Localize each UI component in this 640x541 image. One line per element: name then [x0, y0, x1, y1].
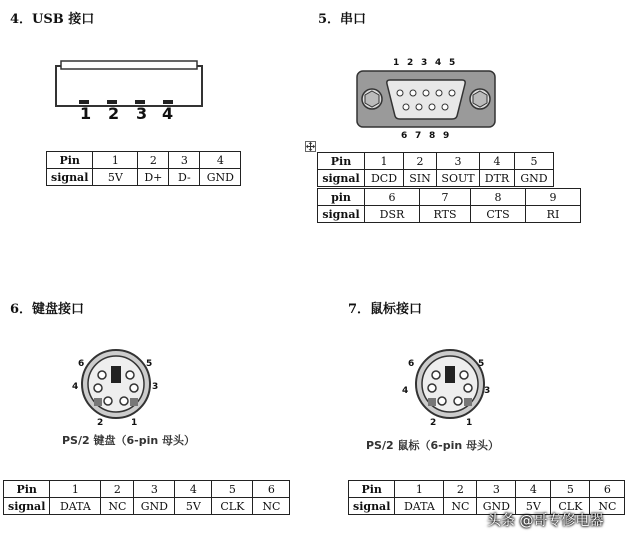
table-cell: RI: [526, 206, 581, 223]
serial-pin-3-label: 3: [421, 58, 428, 68]
table-cell: CLK: [212, 498, 253, 515]
table-cell: 4: [516, 481, 551, 498]
table-cell: CTS: [471, 206, 526, 223]
serial-pin-6-label: 6: [401, 131, 408, 141]
table-cell: NC: [253, 498, 290, 515]
table-cell: 1: [395, 481, 444, 498]
table-cell: SIN: [404, 170, 437, 187]
mouse-pin-3-label: 3: [484, 386, 491, 396]
table-cell: 1: [93, 152, 138, 169]
table-cell: DTR: [480, 170, 515, 187]
table-cell: 3: [437, 153, 480, 170]
serial-pin-table-upper: [317, 152, 554, 187]
mouse-pin-2-label: 2: [430, 418, 437, 428]
table-cell: DSR: [365, 206, 420, 223]
table-cell: 5: [551, 481, 590, 498]
serial-pin-8-label: 8: [429, 131, 436, 141]
table-cell: 2: [101, 481, 134, 498]
usb-pin-2-label: 2: [108, 104, 120, 123]
table-cell: pin: [318, 189, 365, 206]
table-cell: 6: [590, 481, 625, 498]
table-cell: 1: [50, 481, 101, 498]
keyboard-pin-table: [3, 480, 290, 515]
table-cell: 5: [212, 481, 253, 498]
table-cell: signal: [318, 170, 365, 187]
table-cell: Pin: [349, 481, 395, 498]
table-cell: Pin: [318, 153, 365, 170]
table-cell: Pin: [47, 152, 93, 169]
serial-pin-2-label: 2: [407, 58, 414, 68]
table-cell: NC: [590, 498, 625, 515]
table-cell: signal: [4, 498, 50, 515]
table-row: [318, 206, 581, 223]
mouse-pin-5-label: 5: [478, 359, 485, 369]
keyboard-pin-3-label: 3: [152, 382, 159, 392]
table-move-handle-icon[interactable]: [305, 141, 316, 152]
mouse-pin-1-label: 1: [466, 418, 473, 428]
table-cell: 2: [138, 152, 169, 169]
table-row: [47, 169, 241, 186]
mouse-pin-6-label: 6: [408, 359, 415, 369]
table-cell: 7: [420, 189, 471, 206]
table-row: [47, 152, 241, 169]
table-cell: 3: [477, 481, 516, 498]
ps2-mouse-connector-diagram: [414, 348, 486, 420]
watermark: 头条 @哥专修电器: [487, 513, 604, 529]
table-cell: 4: [200, 152, 241, 169]
table-cell: 5V: [516, 498, 551, 515]
table-row: [349, 481, 625, 498]
table-cell: RTS: [420, 206, 471, 223]
usb-pin-table: [46, 151, 241, 186]
table-cell: 2: [444, 481, 477, 498]
table-cell: 5: [515, 153, 554, 170]
table-cell: 5V: [93, 169, 138, 186]
serial-pin-4-label: 4: [435, 58, 442, 68]
table-cell: 3: [169, 152, 200, 169]
table-cell: D+: [138, 169, 169, 186]
table-cell: 4: [175, 481, 212, 498]
keyboard-connector-caption: PS/2 键盘（6-pin 母头）: [62, 434, 196, 447]
table-cell: signal: [349, 498, 395, 515]
ps2-keyboard-connector-diagram: [80, 348, 152, 420]
table-cell: D-: [169, 169, 200, 186]
table-cell: 5V: [175, 498, 212, 515]
table-cell: GND: [134, 498, 175, 515]
table-cell: signal: [318, 206, 365, 223]
table-cell: DATA: [50, 498, 101, 515]
usb-connector-diagram: [55, 60, 205, 108]
table-cell: NC: [101, 498, 134, 515]
table-cell: GND: [200, 169, 241, 186]
usb-heading: 4．USB 接口: [10, 12, 95, 27]
table-cell: DCD: [365, 170, 404, 187]
table-cell: 8: [471, 189, 526, 206]
table-cell: 2: [404, 153, 437, 170]
keyboard-pin-1-label: 1: [131, 418, 138, 428]
serial-pin-5-label: 5: [449, 58, 456, 68]
table-row: [318, 153, 554, 170]
db9-connector-diagram: [356, 70, 496, 128]
table-cell: 9: [526, 189, 581, 206]
table-cell: GND: [477, 498, 516, 515]
table-cell: Pin: [4, 481, 50, 498]
table-cell: NC: [444, 498, 477, 515]
usb-pin-1-label: 1: [80, 104, 92, 123]
keyboard-heading: 6．键盘接口: [10, 302, 85, 317]
table-cell: CLK: [551, 498, 590, 515]
keyboard-pin-4-label: 4: [72, 382, 79, 392]
table-row: [318, 170, 554, 187]
table-cell: 6: [365, 189, 420, 206]
keyboard-pin-6-label: 6: [78, 359, 85, 369]
keyboard-pin-2-label: 2: [97, 418, 104, 428]
serial-pin-table-lower: [317, 188, 581, 223]
table-row: [4, 481, 290, 498]
usb-pin-4-label: 4: [162, 104, 174, 123]
mouse-connector-caption: PS/2 鼠标（6-pin 母头）: [366, 439, 500, 452]
usb-pin-3-label: 3: [136, 104, 148, 123]
table-row: [318, 189, 581, 206]
table-cell: GND: [515, 170, 554, 187]
keyboard-pin-5-label: 5: [146, 359, 153, 369]
serial-pin-7-label: 7: [415, 131, 422, 141]
table-cell: 6: [253, 481, 290, 498]
table-cell: signal: [47, 169, 93, 186]
table-cell: 3: [134, 481, 175, 498]
mouse-heading: 7．鼠标接口: [348, 302, 423, 317]
serial-pin-1-label: 1: [393, 58, 400, 68]
serial-heading: 5．串口: [318, 12, 367, 27]
table-row: [4, 498, 290, 515]
mouse-pin-4-label: 4: [402, 386, 409, 396]
table-cell: 1: [365, 153, 404, 170]
table-cell: 4: [480, 153, 515, 170]
table-cell: SOUT: [437, 170, 480, 187]
table-cell: DATA: [395, 498, 444, 515]
serial-pin-9-label: 9: [443, 131, 450, 141]
